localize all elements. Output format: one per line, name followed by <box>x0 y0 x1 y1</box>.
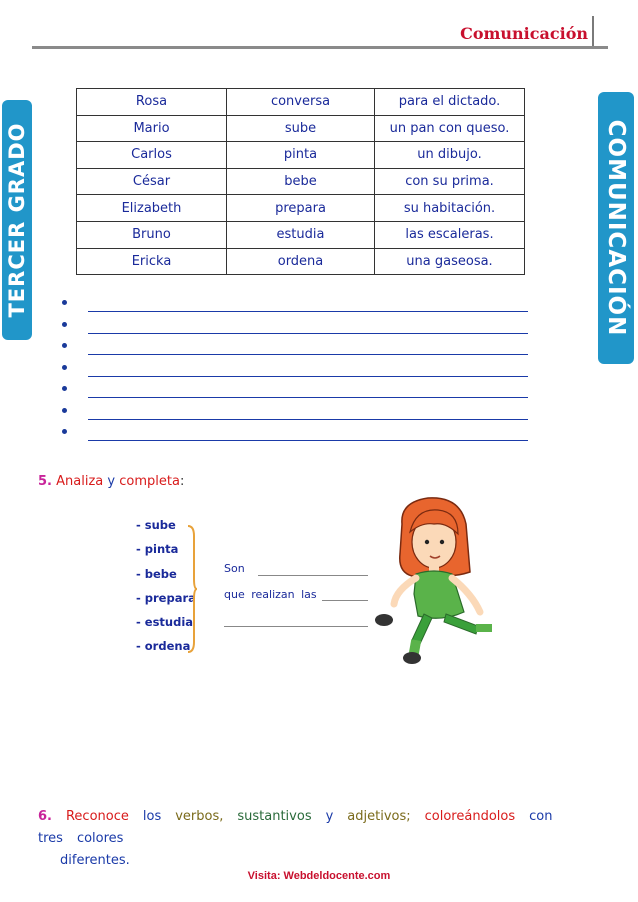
bullet-icon <box>62 408 67 413</box>
question-number: 5. <box>38 474 52 489</box>
table-cell-verb: pinta <box>227 142 375 169</box>
side-tab-subject-label: COMUNICACIÓN <box>603 119 629 337</box>
table-cell-subject: Carlos <box>77 142 227 169</box>
table-cell-subject: César <box>77 168 227 195</box>
table-cell-verb: ordena <box>227 248 375 275</box>
table-cell-complement: su habitación. <box>375 195 525 222</box>
girl-illustration <box>372 494 500 668</box>
son-blank[interactable] <box>258 575 368 576</box>
que-label: que realizan las <box>224 588 317 601</box>
table-cell-verb: bebe <box>227 168 375 195</box>
table-row <box>77 89 525 116</box>
table-cell-complement: un pan con queso. <box>375 115 525 142</box>
answer-line[interactable] <box>62 361 528 383</box>
question-6-heading: 6. Reconoce los verbos, sustantivos y adjetivos; coloreándolos contres colores diferentes. <box>38 806 602 872</box>
list-item: - prepara <box>136 590 196 605</box>
bullet-icon <box>62 300 67 305</box>
table-row <box>77 115 525 142</box>
answer-line[interactable] <box>62 404 528 426</box>
table-row <box>77 168 525 195</box>
answer-line[interactable] <box>62 382 528 404</box>
answer-blank[interactable] <box>224 626 368 627</box>
answer-lines <box>62 296 528 447</box>
table-cell-verb: conversa <box>227 89 375 116</box>
table-row <box>77 142 525 169</box>
bullet-icon <box>62 322 67 327</box>
table-row <box>77 221 525 248</box>
table-cell-verb: sube <box>227 115 375 142</box>
side-tab-grade <box>2 100 32 340</box>
bullet-icon <box>62 365 67 370</box>
table-cell-subject: Ericka <box>77 248 227 275</box>
bullet-icon <box>62 429 67 434</box>
question-5-heading: 5. Analiza y completa: <box>38 474 185 489</box>
list-item: - bebe <box>136 566 177 581</box>
sentence-table <box>76 88 525 275</box>
bullet-icon <box>62 343 67 348</box>
table-cell-complement: para el dictado. <box>375 89 525 116</box>
header-title: Comunicación <box>460 24 588 43</box>
answer-line[interactable] <box>62 296 528 318</box>
son-label: Son <box>224 562 245 575</box>
bullet-icon <box>62 386 67 391</box>
table-row <box>77 248 525 275</box>
table-cell-verb: prepara <box>227 195 375 222</box>
table-cell-complement: con su prima. <box>375 168 525 195</box>
table-cell-subject: Rosa <box>77 89 227 116</box>
question-number: 6. <box>38 809 52 824</box>
table-row <box>77 195 525 222</box>
list-item: - pinta <box>136 542 179 557</box>
table-cell-subject: Elizabeth <box>77 195 227 222</box>
answer-line[interactable] <box>62 339 528 361</box>
que-blank[interactable] <box>322 600 368 601</box>
table-cell-complement: un dibujo. <box>375 142 525 169</box>
side-tab-subject <box>598 92 634 364</box>
header-rule <box>32 46 608 49</box>
header-divider <box>592 16 594 48</box>
list-item: - sube <box>136 518 176 532</box>
footer-link[interactable]: Visita: Webdeldocente.com <box>247 870 391 882</box>
answer-line[interactable] <box>62 425 528 447</box>
question-6-line2: diferentes. <box>60 853 130 868</box>
table-cell-complement: las escaleras. <box>375 221 525 248</box>
side-tab-grade-label: TERCER GRADO <box>5 122 29 318</box>
table-cell-subject: Mario <box>77 115 227 142</box>
answer-line[interactable] <box>62 318 528 340</box>
brace-icon <box>186 524 198 654</box>
table-cell-verb: estudia <box>227 221 375 248</box>
table-cell-subject: Bruno <box>77 221 227 248</box>
table-cell-complement: una gaseosa. <box>375 248 525 275</box>
list-item: - ordena <box>136 639 191 654</box>
list-item: - estudia <box>136 615 194 630</box>
